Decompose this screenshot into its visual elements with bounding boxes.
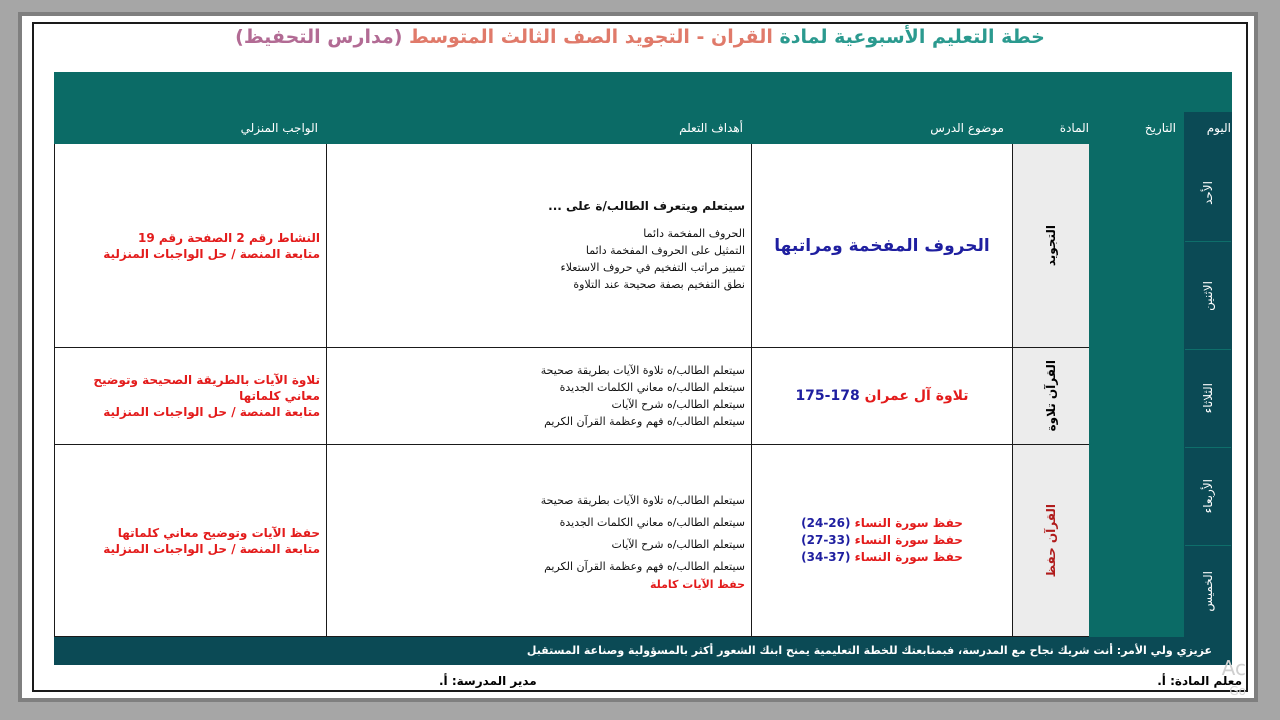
homework-item: تلاوة الآيات بالطريقة الصحيحة وتوضيح معاني كلماتها — [93, 373, 320, 403]
topic-cell-3 — [752, 445, 1013, 637]
header-day: اليوم — [1185, 113, 1232, 144]
plan-table-wrap — [54, 112, 1232, 637]
header-subject: المادة — [1013, 113, 1090, 144]
objective-item: سيتعلم الطالب/ه تلاوة الآيات بطريقة صحيحة — [540, 493, 745, 507]
header-band — [54, 72, 1232, 112]
principal-signature: مدير المدرسة: أ. — [439, 674, 537, 688]
topic-cell-1 — [752, 144, 1013, 348]
page-title — [34, 26, 1246, 54]
topic-text: تلاوة آل عمران — [864, 388, 969, 404]
homework-item: متابعة المنصة / حل الواجبات المنزلية — [103, 405, 320, 419]
objective-item: التمثيل على الحروف المفخمة دائما — [585, 244, 745, 257]
homework-item: النشاط رقم 2 الصفحة رقم 19 — [137, 230, 320, 245]
subject-label: التجويد — [1044, 224, 1058, 267]
day-monday: الاثنين — [1185, 242, 1231, 350]
header-objectives: أهداف التعلم — [327, 113, 752, 144]
date-column — [1090, 144, 1185, 637]
day-tuesday: الثلاثاء — [1185, 350, 1231, 448]
title-part-2: القران - التجويد — [624, 26, 773, 48]
header-topic: موضوع الدرس — [752, 113, 1013, 144]
page-frame — [18, 12, 1258, 702]
objective-item: سيتعلم الطالب/ه معاني الكلمات الجديدة — [559, 515, 745, 529]
title-part-4: (مدارس التحفيظ) — [235, 26, 403, 48]
objective-item: سيتعلم الطالب/ه تلاوة الآيات بطريقة صحيحة — [540, 364, 745, 377]
title-part-1: خطة التعليم الأسبوعية لمادة — [779, 26, 1045, 48]
topic-cell-2 — [752, 348, 1013, 445]
subject-cell-2 — [1013, 348, 1090, 445]
plan-table — [54, 112, 1232, 637]
day-wednesday: الأربعاء — [1185, 448, 1231, 546]
objective-item: سيتعلم الطالب/ه فهم وعظمة القرآن الكريم — [544, 559, 745, 573]
objective-item: سيتعلم الطالب/ه شرح الآيات — [611, 537, 745, 551]
objective-item: سيتعلم الطالب/ه معاني الكلمات الجديدة — [559, 381, 745, 394]
topic-title: الحروف المفخمة ومراتبها — [774, 235, 990, 256]
objective-item: نطق التفخيم بصفة صحيحة عند التلاوة — [573, 278, 745, 291]
parent-note: عزيزي ولي الأمر: أنت شريك نجاح مع المدرسة، فبمتابعتك للخطة التعليمية يمنح ابنك الشعور أكثر بالمسؤولية وصناعة المستقبل — [54, 637, 1232, 665]
objective-item: سيتعلم الطالب/ه شرح الآيات — [611, 398, 745, 411]
homework-item: متابعة المنصة / حل الواجبات المنزلية — [103, 541, 320, 556]
plan-sheet — [32, 22, 1248, 698]
homework-item: متابعة المنصة / حل الواجبات المنزلية — [103, 246, 320, 261]
objective-item: تمييز مراتب التفخيم في حروف الاستعلاء — [560, 261, 745, 274]
topic-range: 178-175 — [795, 388, 860, 404]
days-column — [1185, 144, 1232, 637]
objectives-cell-3 — [327, 445, 752, 637]
objectives-cell-1 — [327, 144, 752, 348]
activation-watermark: Ac — [1221, 656, 1246, 680]
subject-label: القرآن تلاوة — [1044, 360, 1058, 432]
objectives-lead: سيتعلم ويتعرف الطالب/ة على ... — [548, 199, 745, 213]
topic-line: حفظ سورة النساء (33-27) — [801, 533, 963, 547]
topic-line: حفظ سورة النساء (26-24) — [801, 516, 963, 530]
signature-row — [54, 667, 1242, 695]
homework-cell-1 — [55, 144, 327, 348]
teacher-signature: معلم المادة: أ. — [1157, 674, 1242, 688]
header-date: التاريخ — [1090, 113, 1185, 144]
objective-extra: حفظ الآيات كاملة — [649, 577, 745, 591]
homework-cell-2 — [55, 348, 327, 445]
title-part-3: الصف الثالث المتوسط — [409, 26, 619, 48]
subject-cell-3 — [1013, 445, 1090, 637]
subject-cell-1 — [1013, 144, 1090, 348]
objective-item: سيتعلم الطالب/ه فهم وعظمة القرآن الكريم — [544, 415, 745, 428]
homework-cell-3 — [55, 445, 327, 637]
topic-line: حفظ سورة النساء (37-34) — [801, 550, 963, 564]
header-homework: الواجب المنزلي — [55, 113, 327, 144]
day-thursday: الخميس — [1201, 570, 1215, 612]
day-sunday: الأحد — [1185, 144, 1231, 242]
homework-item: حفظ الآيات وتوضيح معاني كلماتها — [117, 525, 320, 540]
objective-item: الحروف المفخمة دائما — [643, 227, 745, 240]
subject-label: القرآن حفظ — [1044, 503, 1058, 578]
objectives-cell-2 — [327, 348, 752, 445]
activation-watermark-sub: Go — [1229, 684, 1246, 698]
